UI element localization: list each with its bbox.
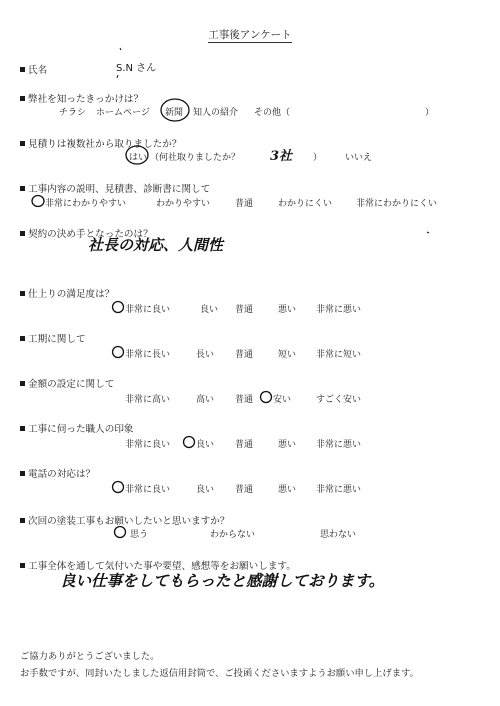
circle-mark-q3 (32, 196, 44, 207)
q8-option-3: 普通 (235, 440, 254, 450)
q3-option-4: わかりにくい (278, 199, 333, 209)
q7-option-4: 安い (273, 395, 292, 405)
circle-mark-q10 (115, 527, 126, 538)
q1-option-flyer: チラシ (59, 108, 87, 118)
question-2: 見積りは複数社から取りましたか？ (20, 136, 182, 150)
q5-option-1: 非常に良い (125, 305, 171, 315)
circle-mark-q9 (113, 482, 124, 493)
respondent-name: S.N さん (116, 63, 157, 74)
question-7: 金額の設定に関して (20, 376, 114, 390)
q5-option-5: 非常に悪い (316, 305, 362, 315)
q8-option-5: 非常に悪い (316, 440, 362, 450)
question-10: 次回の塗装工事もお願いしたいと思いますか？ (20, 513, 229, 527)
question-5: 仕上りの満足度は？ (20, 286, 114, 300)
q9-option-2: 良い (196, 485, 215, 495)
circle-mark-yes (126, 146, 148, 164)
question-11: 工事全体を通して気付いた事や要望、感想等をお願いします。 (20, 558, 296, 572)
q7-option-2: 高い (196, 395, 215, 405)
q3-option-3: 普通 (235, 199, 254, 209)
q9-option-5: 非常に悪い (316, 485, 362, 495)
q1-other-close: ） (425, 108, 435, 118)
survey-title: 工事後アンケート (208, 29, 292, 41)
pen-tick-mark (117, 75, 118, 78)
q2-option-yes: はい (129, 153, 148, 163)
circle-mark-q6 (113, 347, 124, 358)
q9-option-3: 普通 (235, 485, 254, 495)
q7-option-3: 普通 (235, 395, 254, 405)
q1-option-newspaper: 新聞 (165, 108, 184, 118)
q10-option-2: わからない (210, 530, 256, 540)
q3-option-1: 非常にわかりやすい (45, 199, 127, 209)
q2-detail-close: ） (313, 153, 323, 163)
q4-handwritten-answer: 社長の対応、人間性 (88, 236, 224, 254)
q5-option-3: 普通 (235, 305, 254, 315)
q6-option-1: 非常に長い (125, 350, 171, 360)
q3-option-5: 非常にわかりにくい (356, 199, 438, 209)
question-3: 工事内容の説明、見積書、診断書に関して (20, 181, 210, 195)
q1-option-homepage: ホームページ (96, 108, 150, 118)
circle-mark-newspaper (161, 99, 189, 121)
q9-option-4: 悪い (278, 485, 297, 495)
q5-option-2: 良い (200, 305, 219, 315)
q1-option-referral: 知人の紹介 (193, 108, 239, 118)
q10-option-1: 思う (130, 530, 149, 540)
q10-option-3: 思わない (320, 530, 357, 540)
q8-option-4: 悪い (278, 440, 297, 450)
name-question: 氏名 (20, 62, 47, 76)
q6-option-3: 普通 (235, 350, 254, 360)
circle-mark-q8 (184, 437, 195, 448)
footer-instructions: お手数ですが、同封いたしました返信用封筒で、ご投函くださいますようお願い申し上げます。 (20, 668, 419, 679)
q11-handwritten-answer: 良い仕事をしてもらったと感謝しております。 (60, 571, 385, 590)
q8-option-2: 良い (196, 440, 215, 450)
pen-tick-mark (427, 232, 429, 233)
q6-option-2: 長い (196, 350, 215, 360)
circle-mark-q7 (261, 392, 272, 403)
q8-option-1: 非常に良い (125, 440, 171, 450)
question-8: 工事に伺った職人の印象 (20, 421, 134, 435)
question-4: 契約の決め手となったのは？ (20, 226, 153, 240)
q6-option-4: 短い (278, 350, 297, 360)
q7-option-1: 非常に高い (125, 395, 171, 405)
q2-handwritten-count: 3社 (270, 149, 293, 164)
q3-option-2: わかりやすい (156, 199, 211, 209)
question-1: 弊社を知ったきっかけは？ (20, 91, 143, 105)
q2-detail: （何社取りましたか？ (150, 153, 241, 163)
footer-thanks: ご協力ありがとうございました。 (20, 651, 160, 662)
q1-option-other: その他（ (254, 108, 291, 118)
question-9: 電話の対応は？ (20, 466, 95, 480)
q5-option-4: 悪い (278, 305, 297, 315)
question-6: 工期に関して (20, 331, 86, 345)
q2-option-no: いいえ (345, 153, 373, 163)
pen-tick-mark (120, 48, 121, 50)
circle-mark-q5 (113, 302, 124, 313)
q9-option-1: 非常に良い (125, 485, 171, 495)
q6-option-5: 非常に短い (316, 350, 362, 360)
q7-option-5: すごく安い (316, 395, 362, 405)
